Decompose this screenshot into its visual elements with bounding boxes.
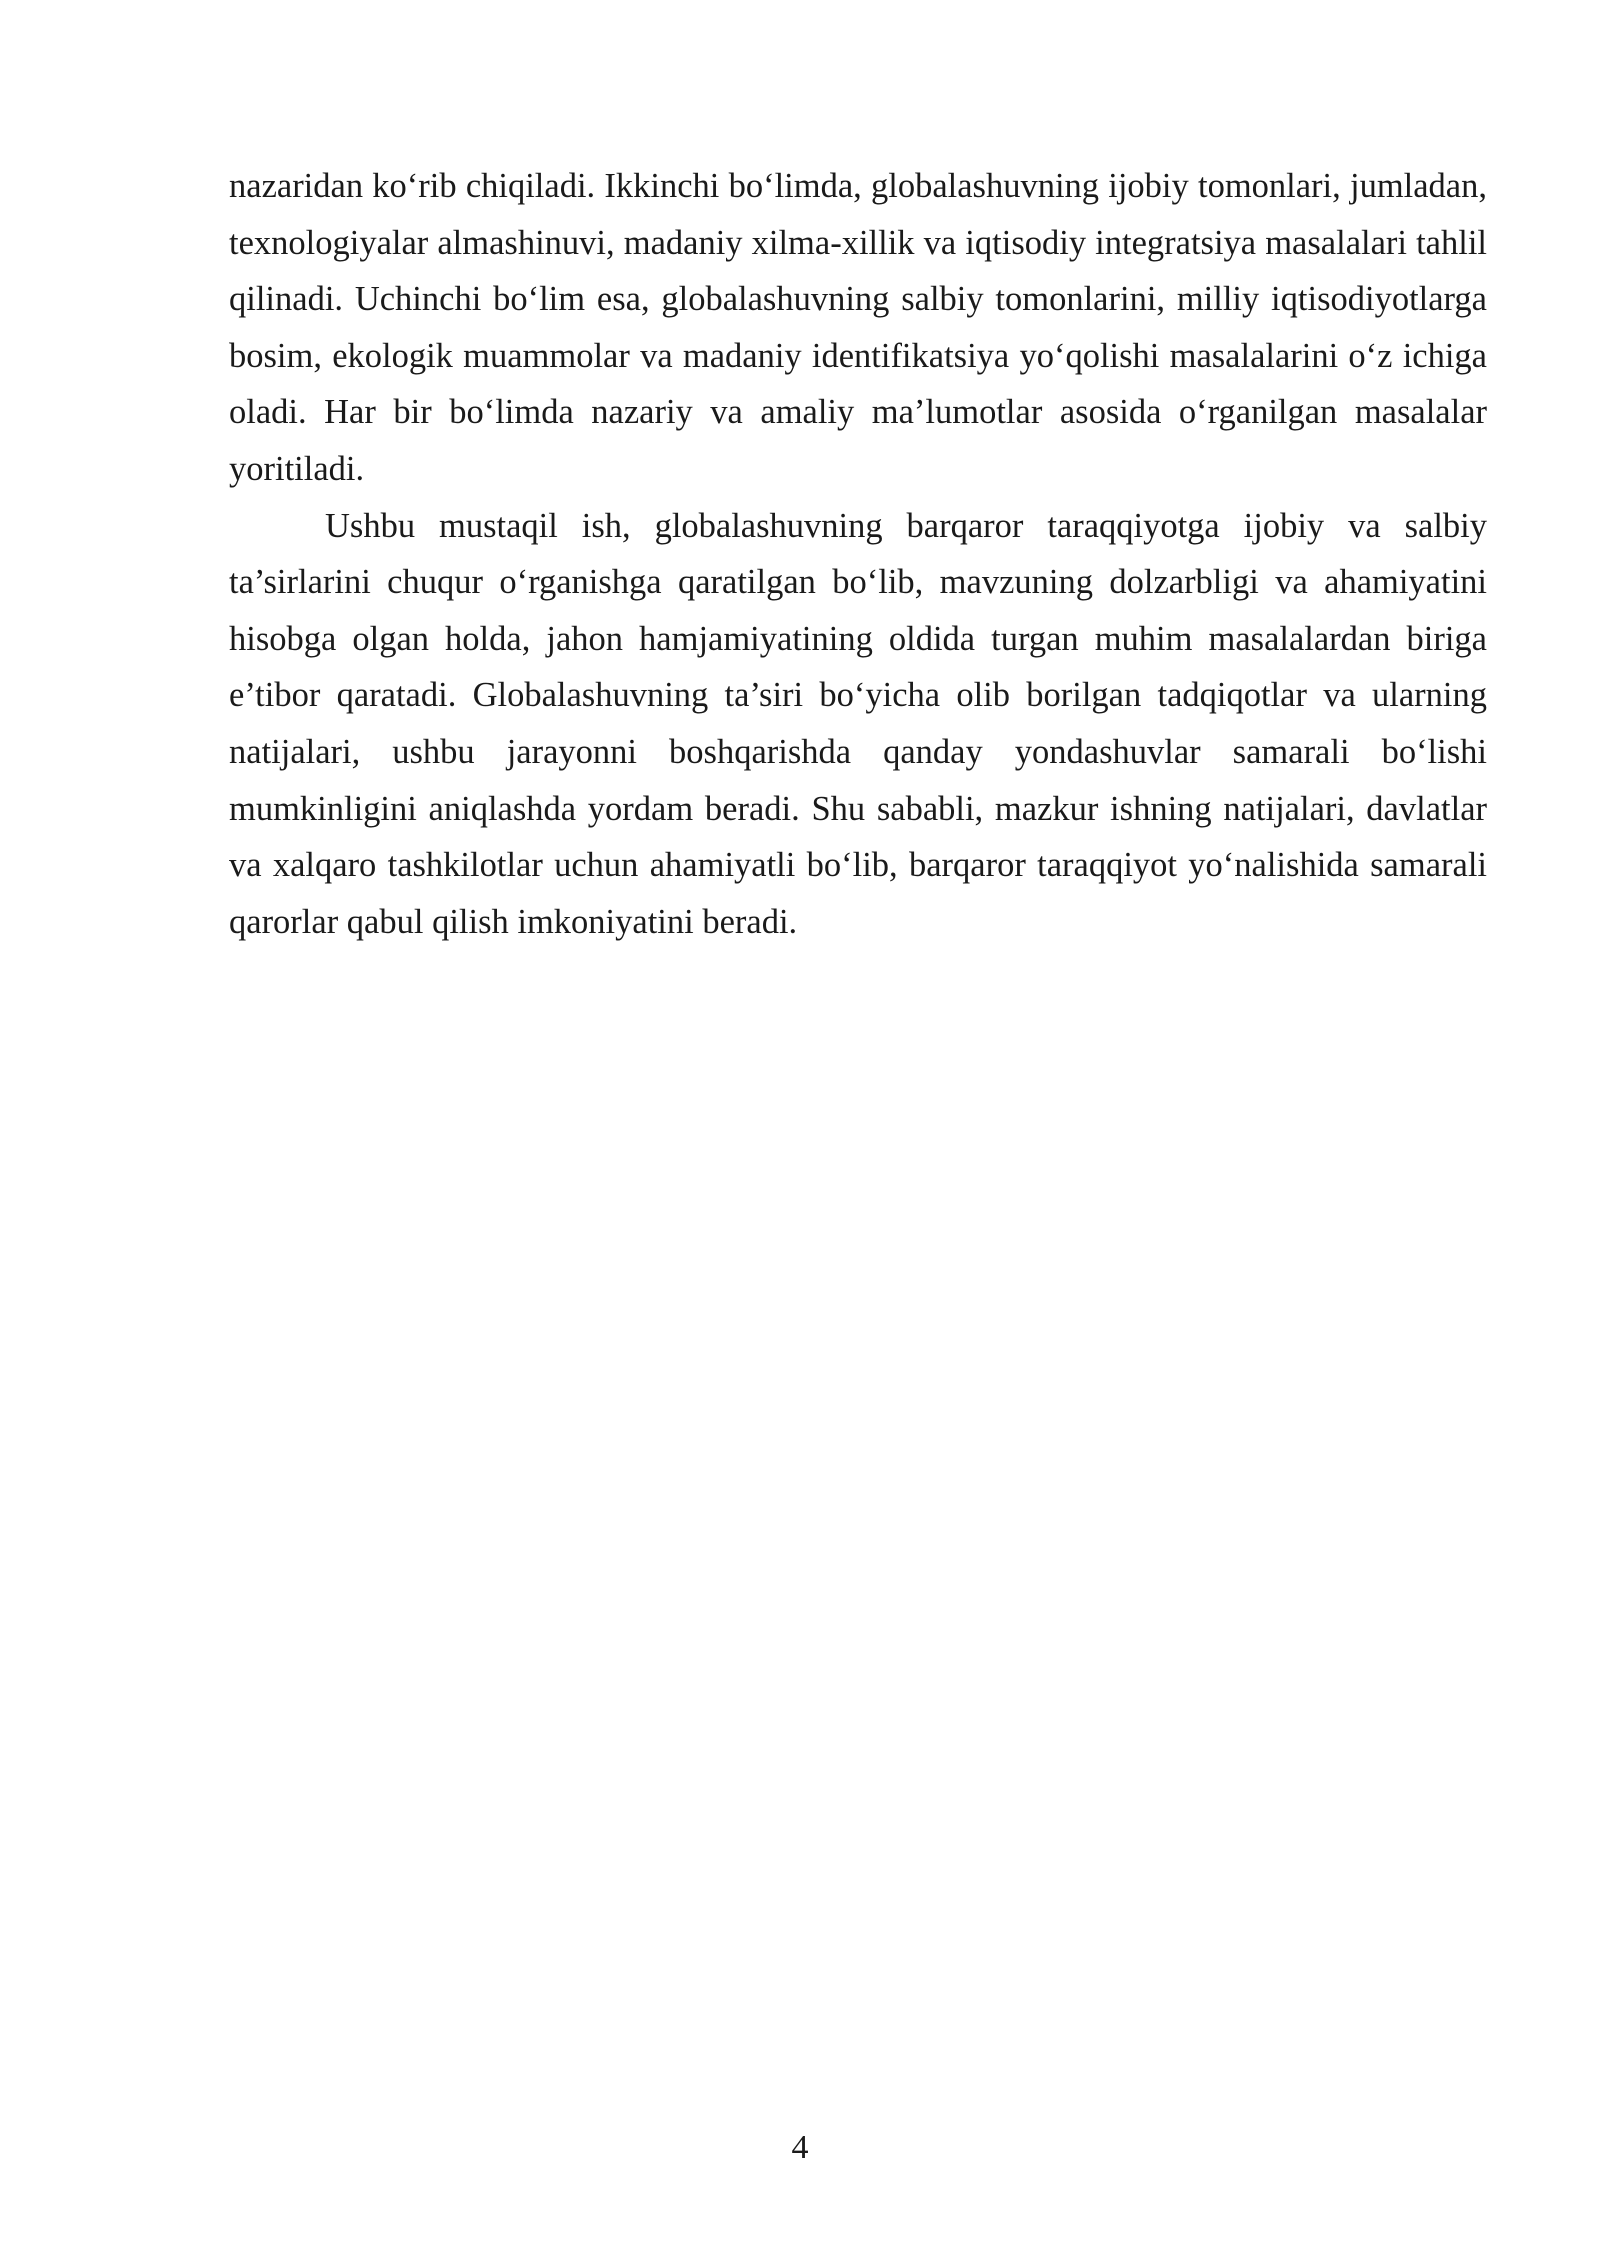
paragraph-main: Ushbu mustaqil ish, globalashuvning barqaror taraqqiyotga ijobiy va salbiy ta’sirlarini chuqur o‘rganishga qaratilgan bo‘lib, mavzuning dolzarbligi va ahamiyatini hisobga olgan holda, jahon hamjamiyatining oldida turgan muhim masalalardan biriga e’tibor qaratadi. Globalashuvning ta’siri bo‘yicha olib borilgan tadqiqotlar va ularning natijalari, ushbu jarayonni boshqarishda qanday yondashuvlar samarali bo‘lishi mumkinligini aniqlashda yordam beradi. Shu sababli, mazkur ishning natijalari, davlatlar va xalqaro tashkilotlar uchun ahamiyatli bo‘lib, barqaror taraqqiyot yo‘nalishida samarali qarorlar qabul qilish imkoniyatini beradi. xyxy=(229,506,1487,941)
paragraph-continuation: nazaridan ko‘rib chiqiladi. Ikkinchi bo‘limda, globalashuvning ijobiy tomonlari, jumladan, texnologiyalar almashinuvi, madaniy xilma-xillik va iqtisodiy integratsiya masalalari tahlil qilinadi. Uchinchi bo‘lim esa, globalashuvning salbiy tomonlarini, milliy iqtisodiyotlarga bosim, ekologik muammolar va madaniy identifikatsiya yo‘qolishi masalalarini o‘z ichiga oladi. Har bir bo‘limda nazariy va amaliy ma’lumotlar asosida o‘rganilgan masalalar yoritiladi. xyxy=(229,167,1487,488)
body-text xyxy=(229,158,1487,950)
page-number: 4 xyxy=(791,2129,809,2166)
